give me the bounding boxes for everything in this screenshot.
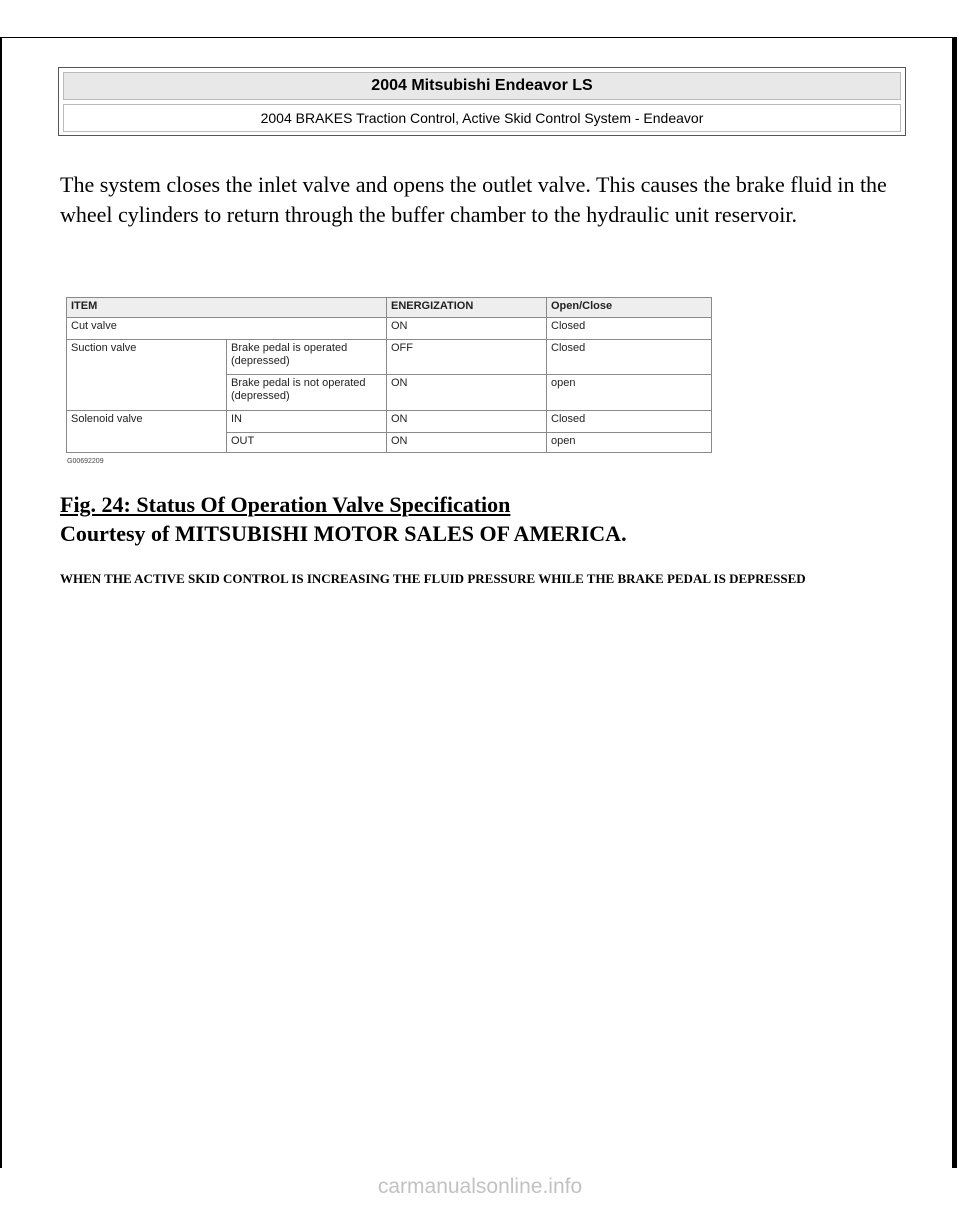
table-cell: Closed [547, 318, 712, 339]
page-frame-left [0, 38, 2, 1168]
section-subtitle: 2004 BRAKES Traction Control, Active Skid Control System - Endeavor [63, 104, 901, 132]
table-cell: Closed [547, 339, 712, 375]
table-row [67, 411, 712, 432]
table-header-cell: Open/Close [547, 298, 712, 318]
table-cell: open [547, 432, 712, 452]
page-frame-top [0, 37, 956, 38]
table-cell: Brake pedal is not operated (depressed) [227, 375, 387, 411]
table-cell: Brake pedal is operated (depressed) [227, 339, 387, 375]
table-row [67, 318, 712, 339]
table-cell: Solenoid valve [67, 411, 227, 453]
table-cell: ON [387, 375, 547, 411]
table-cell: Suction valve [67, 339, 227, 410]
table-cell: ON [387, 432, 547, 452]
table-header-cell: ITEM [67, 298, 387, 318]
table-row [67, 339, 712, 375]
document-header [58, 67, 906, 136]
body-paragraph: The system closes the inlet valve and opens the outlet valve. This causes the brake fluid in the wheel cylinders to return through the buffer chamber to the hydraulic unit reservoir. [60, 172, 887, 227]
table-cell: IN [227, 411, 387, 432]
table-header-row [67, 298, 712, 318]
vehicle-title: 2004 Mitsubishi Endeavor LS [63, 72, 901, 100]
image-code: G00692209 [67, 458, 104, 465]
figure-courtesy: Courtesy of MITSUBISHI MOTOR SALES OF AMERICA. [60, 521, 627, 546]
watermark: carmanualsonline.info [377, 1175, 583, 1198]
table-cell: OUT [227, 432, 387, 452]
valve-spec-table [66, 297, 712, 453]
table-cell: Closed [547, 411, 712, 432]
table-cell: ON [387, 318, 547, 339]
table-header-cell: ENERGIZATION [387, 298, 547, 318]
section-heading: WHEN THE ACTIVE SKID CONTROL IS INCREASING THE FLUID PRESSURE WHILE THE BRAKE PEDAL IS DEPRESSED [60, 571, 806, 586]
table-cell: Cut valve [67, 318, 387, 339]
table-cell: OFF [387, 339, 547, 375]
page-frame-right [952, 37, 957, 1168]
table-cell: ON [387, 411, 547, 432]
figure-title: Fig. 24: Status Of Operation Valve Specification [60, 492, 511, 517]
table-cell: open [547, 375, 712, 411]
